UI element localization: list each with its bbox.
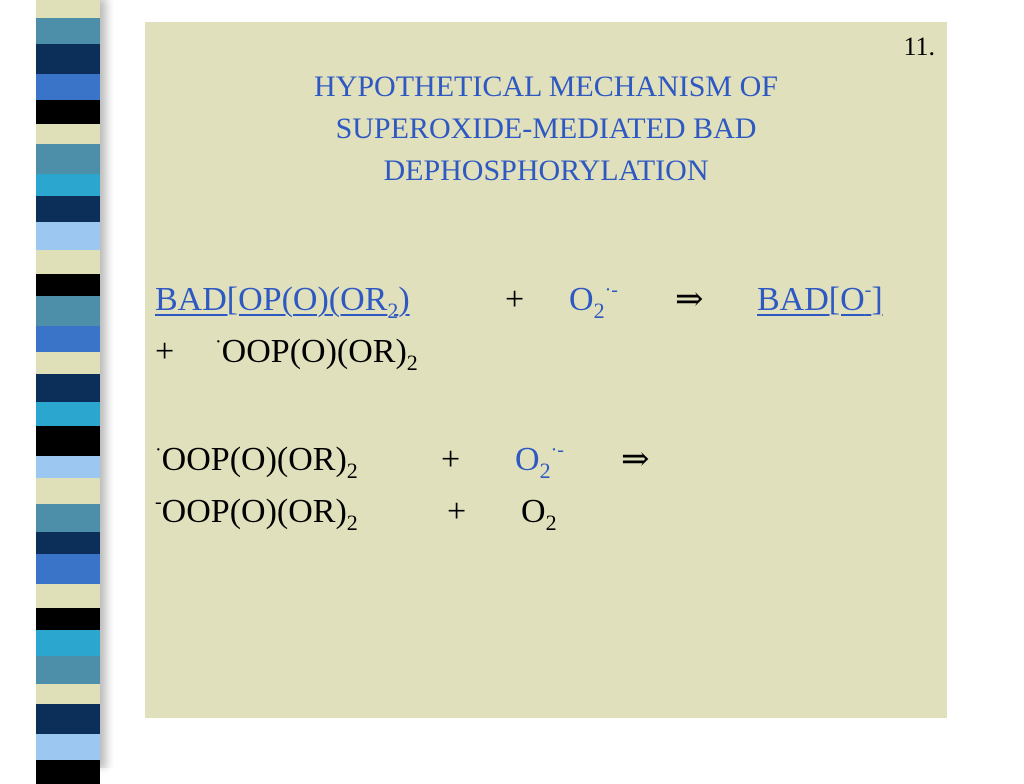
stripe-band <box>36 74 100 100</box>
stripe-band <box>36 0 100 18</box>
stripe-shadow <box>100 0 114 768</box>
stripe-band <box>36 296 100 326</box>
title-line-3: DEPHOSPHORYLATION <box>383 154 709 187</box>
stripe-band <box>36 584 100 608</box>
stripe-band <box>36 352 100 374</box>
stripe-band <box>36 478 100 504</box>
stripe-band <box>36 504 100 532</box>
reaction-arrow: ⇒ <box>675 281 704 318</box>
stripe-band <box>36 274 100 296</box>
stripe-band <box>36 656 100 684</box>
stripe-band <box>36 630 100 656</box>
stripe-band <box>36 760 100 784</box>
superoxide: $O_2^{\cdot-}$ <box>569 279 618 323</box>
stripe-band <box>36 250 100 274</box>
reaction-2-line-2 <box>155 492 855 542</box>
stripe-band <box>36 456 100 478</box>
reaction-1-line-2 <box>155 332 755 382</box>
stripe-band <box>36 144 100 174</box>
product-bad-anion: BAD[O-] <box>757 279 883 318</box>
molecular-oxygen: $O_2$ <box>521 493 557 535</box>
stripe-band <box>36 124 100 144</box>
content-panel <box>145 22 947 718</box>
title-line-2: SUPEROXIDE-MEDIATED BAD <box>335 112 757 145</box>
plus-sign: + <box>447 493 467 530</box>
stripe-band <box>36 100 100 124</box>
stripe-band <box>36 608 100 630</box>
stripe-band <box>36 532 100 554</box>
reactant-bad-phosphate: $BAD[OP(O)(OR_2)$ <box>155 281 410 323</box>
stripe-band <box>36 402 100 426</box>
reaction-arrow: ⇒ <box>621 441 650 478</box>
stripe-band <box>36 222 100 250</box>
reaction-2-line-1 <box>155 440 855 490</box>
slide-number: 11. <box>903 32 935 61</box>
phosphate-radical: $^\cdot OOP(O)(OR)_2$ <box>155 439 358 483</box>
stripe-band <box>36 44 100 74</box>
stripe-band <box>36 326 100 352</box>
stripe-band <box>36 426 100 456</box>
plus-sign: + <box>155 333 175 370</box>
plus-sign: + <box>505 281 525 318</box>
stripe-band <box>36 554 100 584</box>
slide-title <box>185 66 907 192</box>
phosphate-radical: $^\cdot OOP(O)(OR)_2$ <box>215 331 418 375</box>
reaction-1-line-1 <box>155 280 935 324</box>
phosphate-anion: $^-OOP(O)(OR)_2$ <box>155 491 358 535</box>
stripe-band <box>36 704 100 734</box>
superoxide: $O_2^{\cdot-}$ <box>515 439 564 483</box>
stripe-band <box>36 196 100 222</box>
stripe-band <box>36 734 100 760</box>
decorative-stripe <box>36 0 100 768</box>
title-line-1: HYPOTHETICAL MECHANISM OF <box>314 70 778 103</box>
stripe-band <box>36 374 100 402</box>
stripe-band <box>36 684 100 704</box>
plus-sign: + <box>441 441 461 478</box>
stripe-band <box>36 18 100 44</box>
stripe-band <box>36 174 100 196</box>
